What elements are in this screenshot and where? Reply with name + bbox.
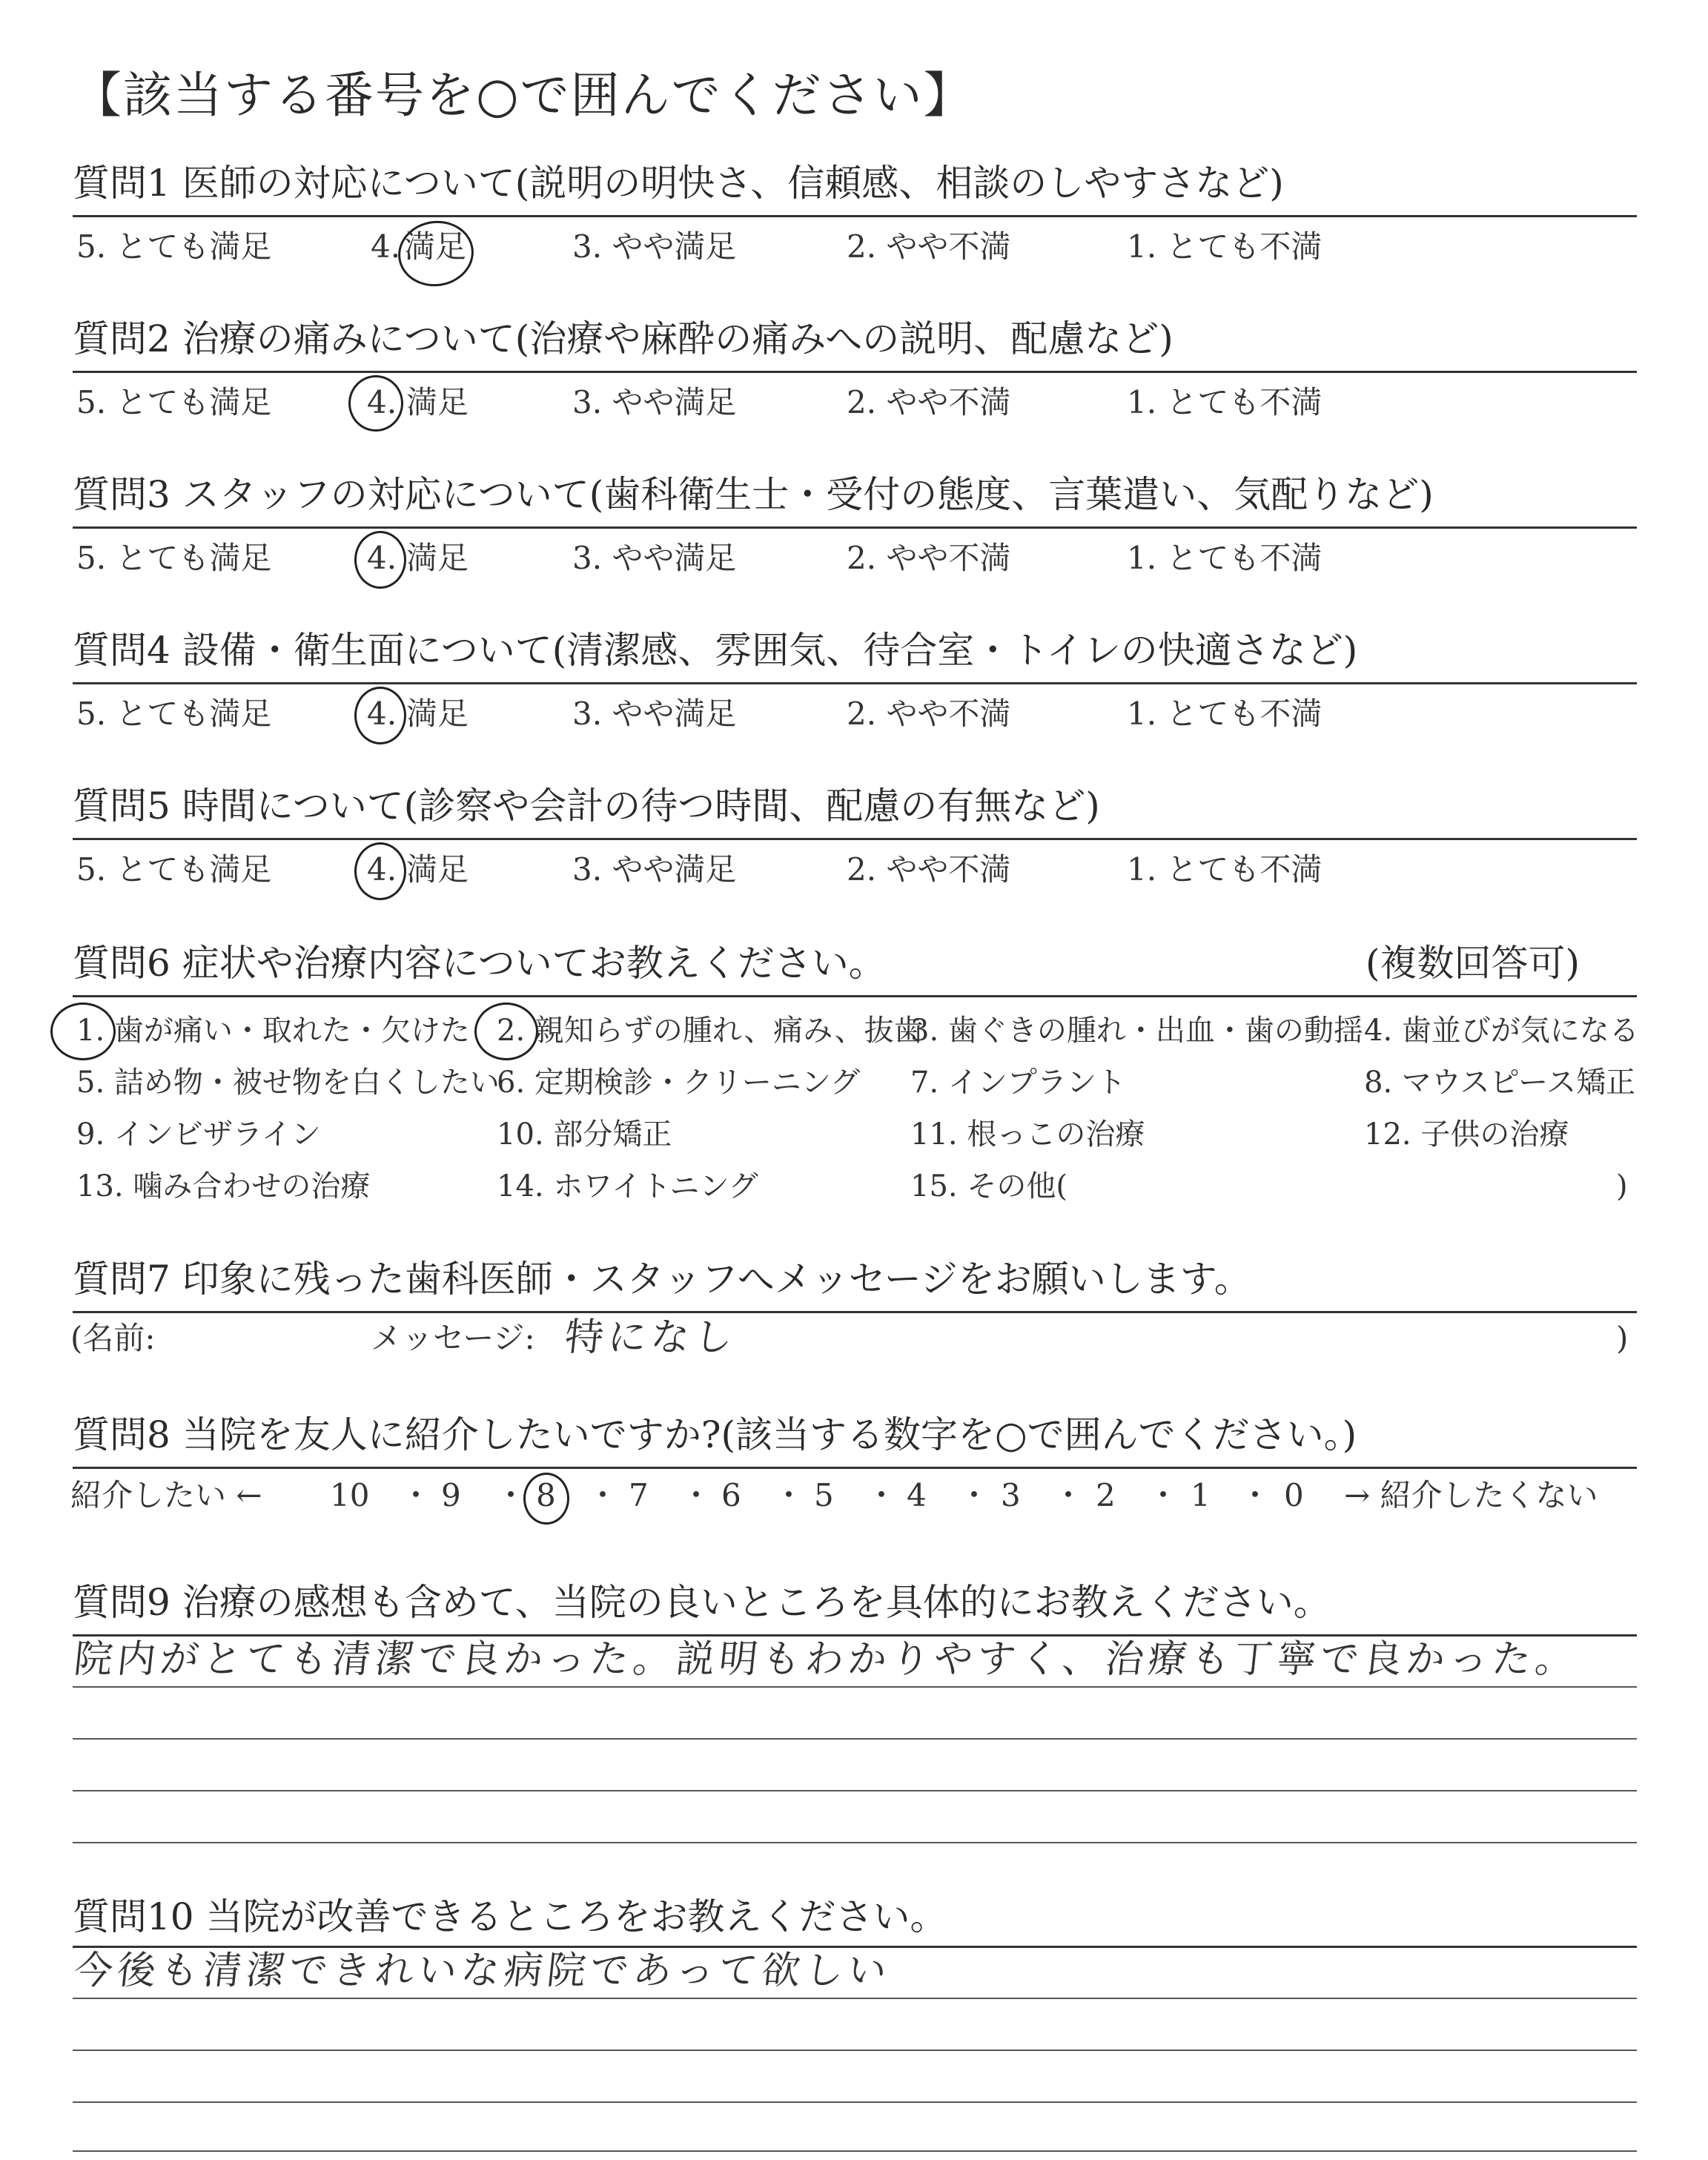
q7-name-label: (名前: (70, 1320, 156, 1356)
q6-item-13[interactable]: 13. 噛み合わせの治療 (76, 1169, 371, 1203)
q2-option-3[interactable]: 3. やや満足 (572, 384, 737, 420)
q8-dot: ・ (1148, 1477, 1179, 1513)
q9-answer[interactable]: 院内がとても清潔で良かった。説明もわかりやすく、治療も丁寧で良かった。 (71, 1637, 1581, 1682)
q9-answer-line (73, 1842, 1637, 1843)
q8-scale-3[interactable]: 3 (1001, 1477, 1021, 1513)
q6-item-2[interactable]: 2. 親知らずの腫れ、痛み、抜歯 (497, 1014, 924, 1048)
q7-close-paren: ) (1616, 1320, 1629, 1356)
form-title: 【該当する番号を○で囲んでください】 (73, 67, 974, 124)
q4-option-5[interactable]: 5. とても満足 (76, 696, 272, 732)
q8-scale-5[interactable]: 5 (814, 1477, 834, 1513)
q7-message-label: メッセージ: (371, 1320, 535, 1356)
q8-scale-6[interactable]: 6 (721, 1477, 741, 1513)
q6-item-2-circle (474, 1003, 538, 1060)
q6-rule (73, 995, 1637, 997)
q8-scale-7[interactable]: 7 (629, 1477, 649, 1513)
q3-option-5[interactable]: 5. とても満足 (76, 540, 272, 576)
q8-scale-0[interactable]: 0 (1284, 1477, 1304, 1513)
q1-option-2[interactable]: 2. やや不満 (847, 228, 1011, 265)
q8-dot: ・ (1053, 1477, 1085, 1513)
q6-item-1[interactable]: 1. 歯が痛い・取れた・欠けた (76, 1014, 470, 1048)
q6-multiple-note: (複数回答可) (1366, 942, 1580, 985)
q2-rule (73, 371, 1637, 373)
q8-dot: ・ (959, 1477, 990, 1513)
q2-option-1[interactable]: 1. とても不満 (1127, 384, 1323, 420)
q1-option-4-number[interactable]: 4. (371, 228, 401, 265)
q8-right-label: → 紹介したくない (1344, 1477, 1598, 1513)
q9-header: 質問9 治療の感想も含めて、当院の良いところを具体的にお教えください。 (73, 1581, 1331, 1624)
q1-option-3[interactable]: 3. やや満足 (572, 228, 737, 265)
q10-header: 質問10 当院が改善できるところをお教えください。 (73, 1895, 947, 1938)
q2-header: 質問2 治療の痛みについて(治療や麻酔の痛みへの説明、配慮など) (73, 317, 1174, 360)
q5-option-4-number[interactable]: 4. (367, 851, 397, 888)
q4-option-1[interactable]: 1. とても不満 (1127, 696, 1323, 732)
q1-rule (73, 215, 1637, 217)
q2-option-4-label[interactable]: 満足 (406, 384, 469, 420)
q2-option-4-number[interactable]: 4. (367, 384, 397, 420)
q6-item-1-circle (50, 1003, 116, 1060)
q8-left-label: 紹介したい ← (70, 1477, 262, 1513)
q3-option-3[interactable]: 3. やや満足 (572, 540, 737, 576)
q8-selection-circle (523, 1473, 569, 1525)
q1-header: 質問1 医師の対応について(説明の明快さ、信頼感、相談のしやすさなど) (73, 162, 1284, 205)
q3-option-2[interactable]: 2. やや不満 (847, 540, 1011, 576)
q3-option-1[interactable]: 1. とても不満 (1127, 540, 1323, 576)
q4-selection-circle (354, 687, 406, 744)
q4-option-2[interactable]: 2. やや不満 (847, 696, 1011, 732)
q2-selection-circle (348, 375, 403, 432)
q5-option-3[interactable]: 3. やや満足 (572, 851, 737, 888)
q1-selection-circle (394, 216, 477, 291)
q6-item-8[interactable]: 8. マウスピース矯正 (1364, 1066, 1636, 1100)
q8-dot: ・ (400, 1477, 432, 1513)
q8-dot: ・ (1239, 1477, 1271, 1513)
q9-rule (73, 1634, 1637, 1636)
q10-answer-line (73, 2150, 1637, 2152)
q6-item-15-close: ) (1616, 1169, 1628, 1203)
q6-header: 質問6 症状や治療内容についてお教えください。 (73, 942, 886, 985)
q10-rule (73, 1946, 1637, 1948)
q9-answer-line (73, 1686, 1637, 1688)
q5-selection-circle (354, 842, 406, 900)
q5-header: 質問5 時間について(診察や会計の待つ時間、配慮の有無など) (73, 785, 1100, 828)
q8-dot: ・ (866, 1477, 898, 1513)
q8-scale-2[interactable]: 2 (1096, 1477, 1116, 1513)
q8-scale-8[interactable]: 8 (536, 1477, 556, 1513)
q8-dot: ・ (587, 1477, 619, 1513)
q1-option-1[interactable]: 1. とても不満 (1127, 228, 1323, 265)
q3-rule (73, 526, 1637, 529)
q10-answer[interactable]: 今後も清潔できれいな病院であって欲しい (71, 1949, 893, 1993)
q8-header: 質問8 当院を友人に紹介したいですか?(該当する数字を○で囲んでください。) (73, 1413, 1357, 1456)
q10-answer-line (73, 1998, 1637, 1999)
q3-selection-circle (354, 531, 406, 589)
q5-rule (73, 838, 1637, 840)
q5-option-1[interactable]: 1. とても不満 (1127, 851, 1323, 888)
q5-option-5[interactable]: 5. とても満足 (76, 851, 272, 888)
q1-option-4-label[interactable]: 満足 (404, 228, 467, 265)
q8-scale-10[interactable]: 10 (330, 1477, 370, 1513)
q6-item-4[interactable]: 4. 歯並びが気になる (1364, 1014, 1639, 1048)
q8-dot: ・ (495, 1477, 527, 1513)
q6-item-11[interactable]: 11. 根っこの治療 (910, 1117, 1145, 1152)
q6-item-5[interactable]: 5. 詰め物・被せ物を白くしたい (76, 1066, 500, 1100)
q9-answer-line (73, 1790, 1637, 1791)
q4-option-3[interactable]: 3. やや満足 (572, 696, 737, 732)
q10-answer-line (73, 2101, 1637, 2103)
q6-item-12[interactable]: 12. 子供の治療 (1364, 1117, 1569, 1152)
q3-option-4-number[interactable]: 4. (367, 540, 397, 576)
q4-rule (73, 682, 1637, 684)
q5-option-2[interactable]: 2. やや不満 (847, 851, 1011, 888)
q7-rule (73, 1311, 1637, 1313)
q3-header: 質問3 スタッフの対応について(歯科衛生士・受付の態度、言葉遣い、気配りなど) (73, 473, 1434, 516)
q6-item-7[interactable]: 7. インプラント (910, 1066, 1126, 1100)
q6-item-3[interactable]: 3. 歯ぐきの腫れ・出血・歯の動揺 (910, 1014, 1363, 1048)
q7-message-answer[interactable]: 特になし (562, 1315, 740, 1360)
q8-rule (73, 1467, 1637, 1469)
q6-item-6[interactable]: 6. 定期検診・クリーニング (497, 1066, 861, 1100)
q1-option-5[interactable]: 5. とても満足 (76, 228, 272, 265)
q4-option-4-number[interactable]: 4. (367, 696, 397, 732)
q2-option-2[interactable]: 2. やや不満 (847, 384, 1011, 420)
q6-item-10[interactable]: 10. 部分矯正 (497, 1117, 672, 1152)
q8-scale-9[interactable]: 9 (441, 1477, 461, 1513)
q3-option-4-label[interactable]: 満足 (406, 540, 469, 576)
q8-scale-1[interactable]: 1 (1191, 1477, 1211, 1513)
q8-dot: ・ (681, 1477, 712, 1513)
q4-option-4-label[interactable]: 満足 (406, 696, 469, 732)
q7-header: 質問7 印象に残った歯科医師・スタッフへメッセージをお願いします。 (73, 1258, 1251, 1301)
q6-item-15[interactable]: 15. その他( (910, 1169, 1068, 1203)
q8-dot: ・ (773, 1477, 805, 1513)
q9-answer-line (73, 1738, 1637, 1740)
q5-option-4-label[interactable]: 満足 (406, 851, 469, 888)
q6-item-9[interactable]: 9. インビザライン (76, 1117, 321, 1152)
q6-item-14[interactable]: 14. ホワイトニング (497, 1169, 758, 1203)
q4-header: 質問4 設備・衛生面について(清潔感、雰囲気、待合室・トイレの快適さなど) (73, 629, 1358, 672)
q8-scale-4[interactable]: 4 (907, 1477, 927, 1513)
q10-answer-line (73, 2050, 1637, 2051)
q2-option-5[interactable]: 5. とても満足 (76, 384, 272, 420)
